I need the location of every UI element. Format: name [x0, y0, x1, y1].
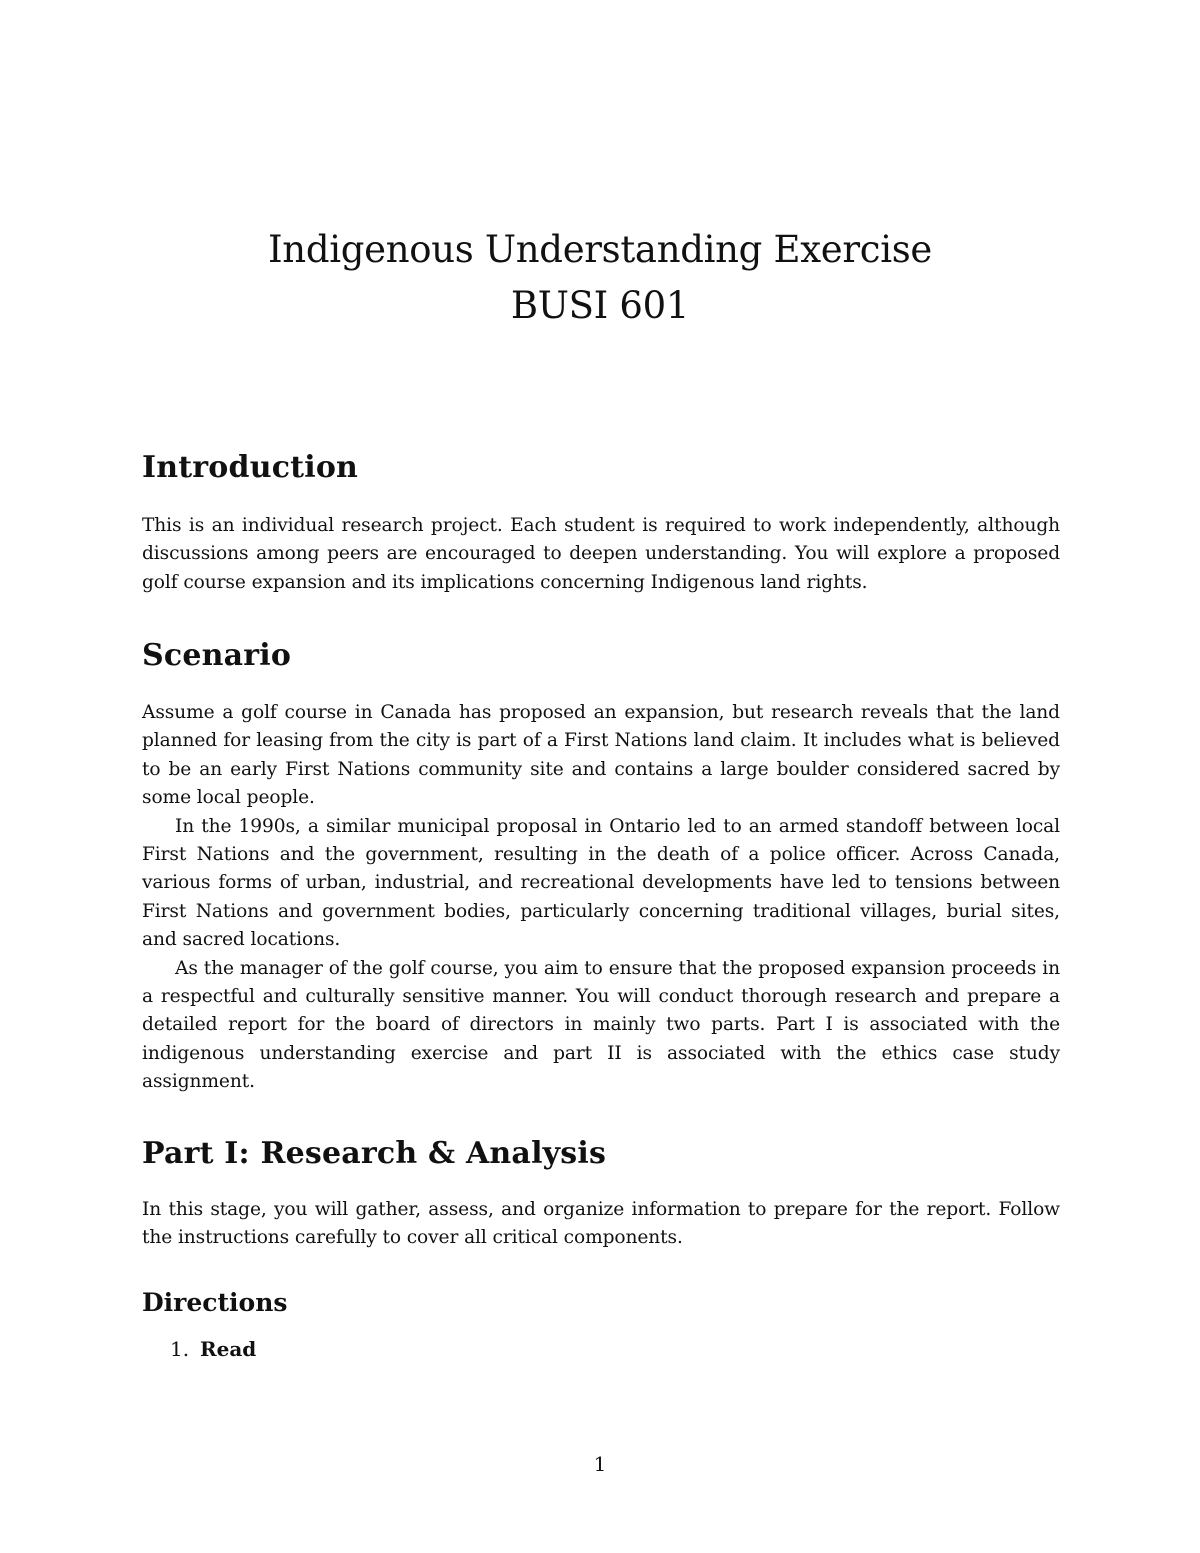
list-item-number: 1. [170, 1337, 190, 1361]
part1-heading: Part I: Research & Analysis [142, 1136, 607, 1171]
title-block [0, 226, 1200, 330]
document-title: Indigenous Understanding Exercise [267, 228, 933, 271]
part1-paragraph: In this stage, you will gather, assess, and organize information to prepare for the report. Follow the instructions carefully to cover all critical components. [142, 1199, 1060, 1249]
directions-list [142, 1334, 1060, 1364]
directions-heading: Directions [142, 1288, 288, 1317]
scenario-heading: Scenario [142, 638, 292, 673]
part1-section [142, 1196, 1060, 1253]
scenario-section [142, 699, 1060, 1097]
scenario-paragraph-2: In the 1990s, a similar municipal proposal in Ontario led to an armed standoff between local First Nations and the government, resulting in the death of a police officer. Across Canada, various forms of urban, industrial, and recreational developments have led to tensions between First Nations and government bodies, particularly concerning traditional villages, burial sites, and sacred locations. [142, 815, 1060, 951]
introduction-section [142, 512, 1060, 597]
course-code: BUSI 601 [510, 284, 690, 327]
scenario-paragraph-3: As the manager of the golf course, you aim to ensure that the proposed expansion proceeds in a respectful and culturally sensitive manner. You will conduct thorough research and prepare a detailed report for the board of directors in mainly two parts. Part I is associated with the indigenous understanding exercise and part II is associated with the ethics case study assignment. [142, 957, 1060, 1093]
scenario-paragraph-1: Assume a golf course in Canada has proposed an expansion, but research reveals that the land planned for leasing from the city is part of a First Nations land claim. It includes what is believed to be an early First Nations community site and contains a large boulder considered sacred by some local people. [142, 702, 1060, 809]
page-number: 1 [593, 1452, 607, 1476]
introduction-paragraph: This is an individual research project. Each student is required to work independently, although discussions among peers are encouraged to deepen understanding. You will explore a proposed golf course expansion and its implications concerning Indigenous land rights. [142, 515, 1060, 593]
introduction-heading: Introduction [142, 450, 359, 485]
list-item [142, 1334, 1060, 1364]
list-item-label: Read [200, 1337, 257, 1361]
